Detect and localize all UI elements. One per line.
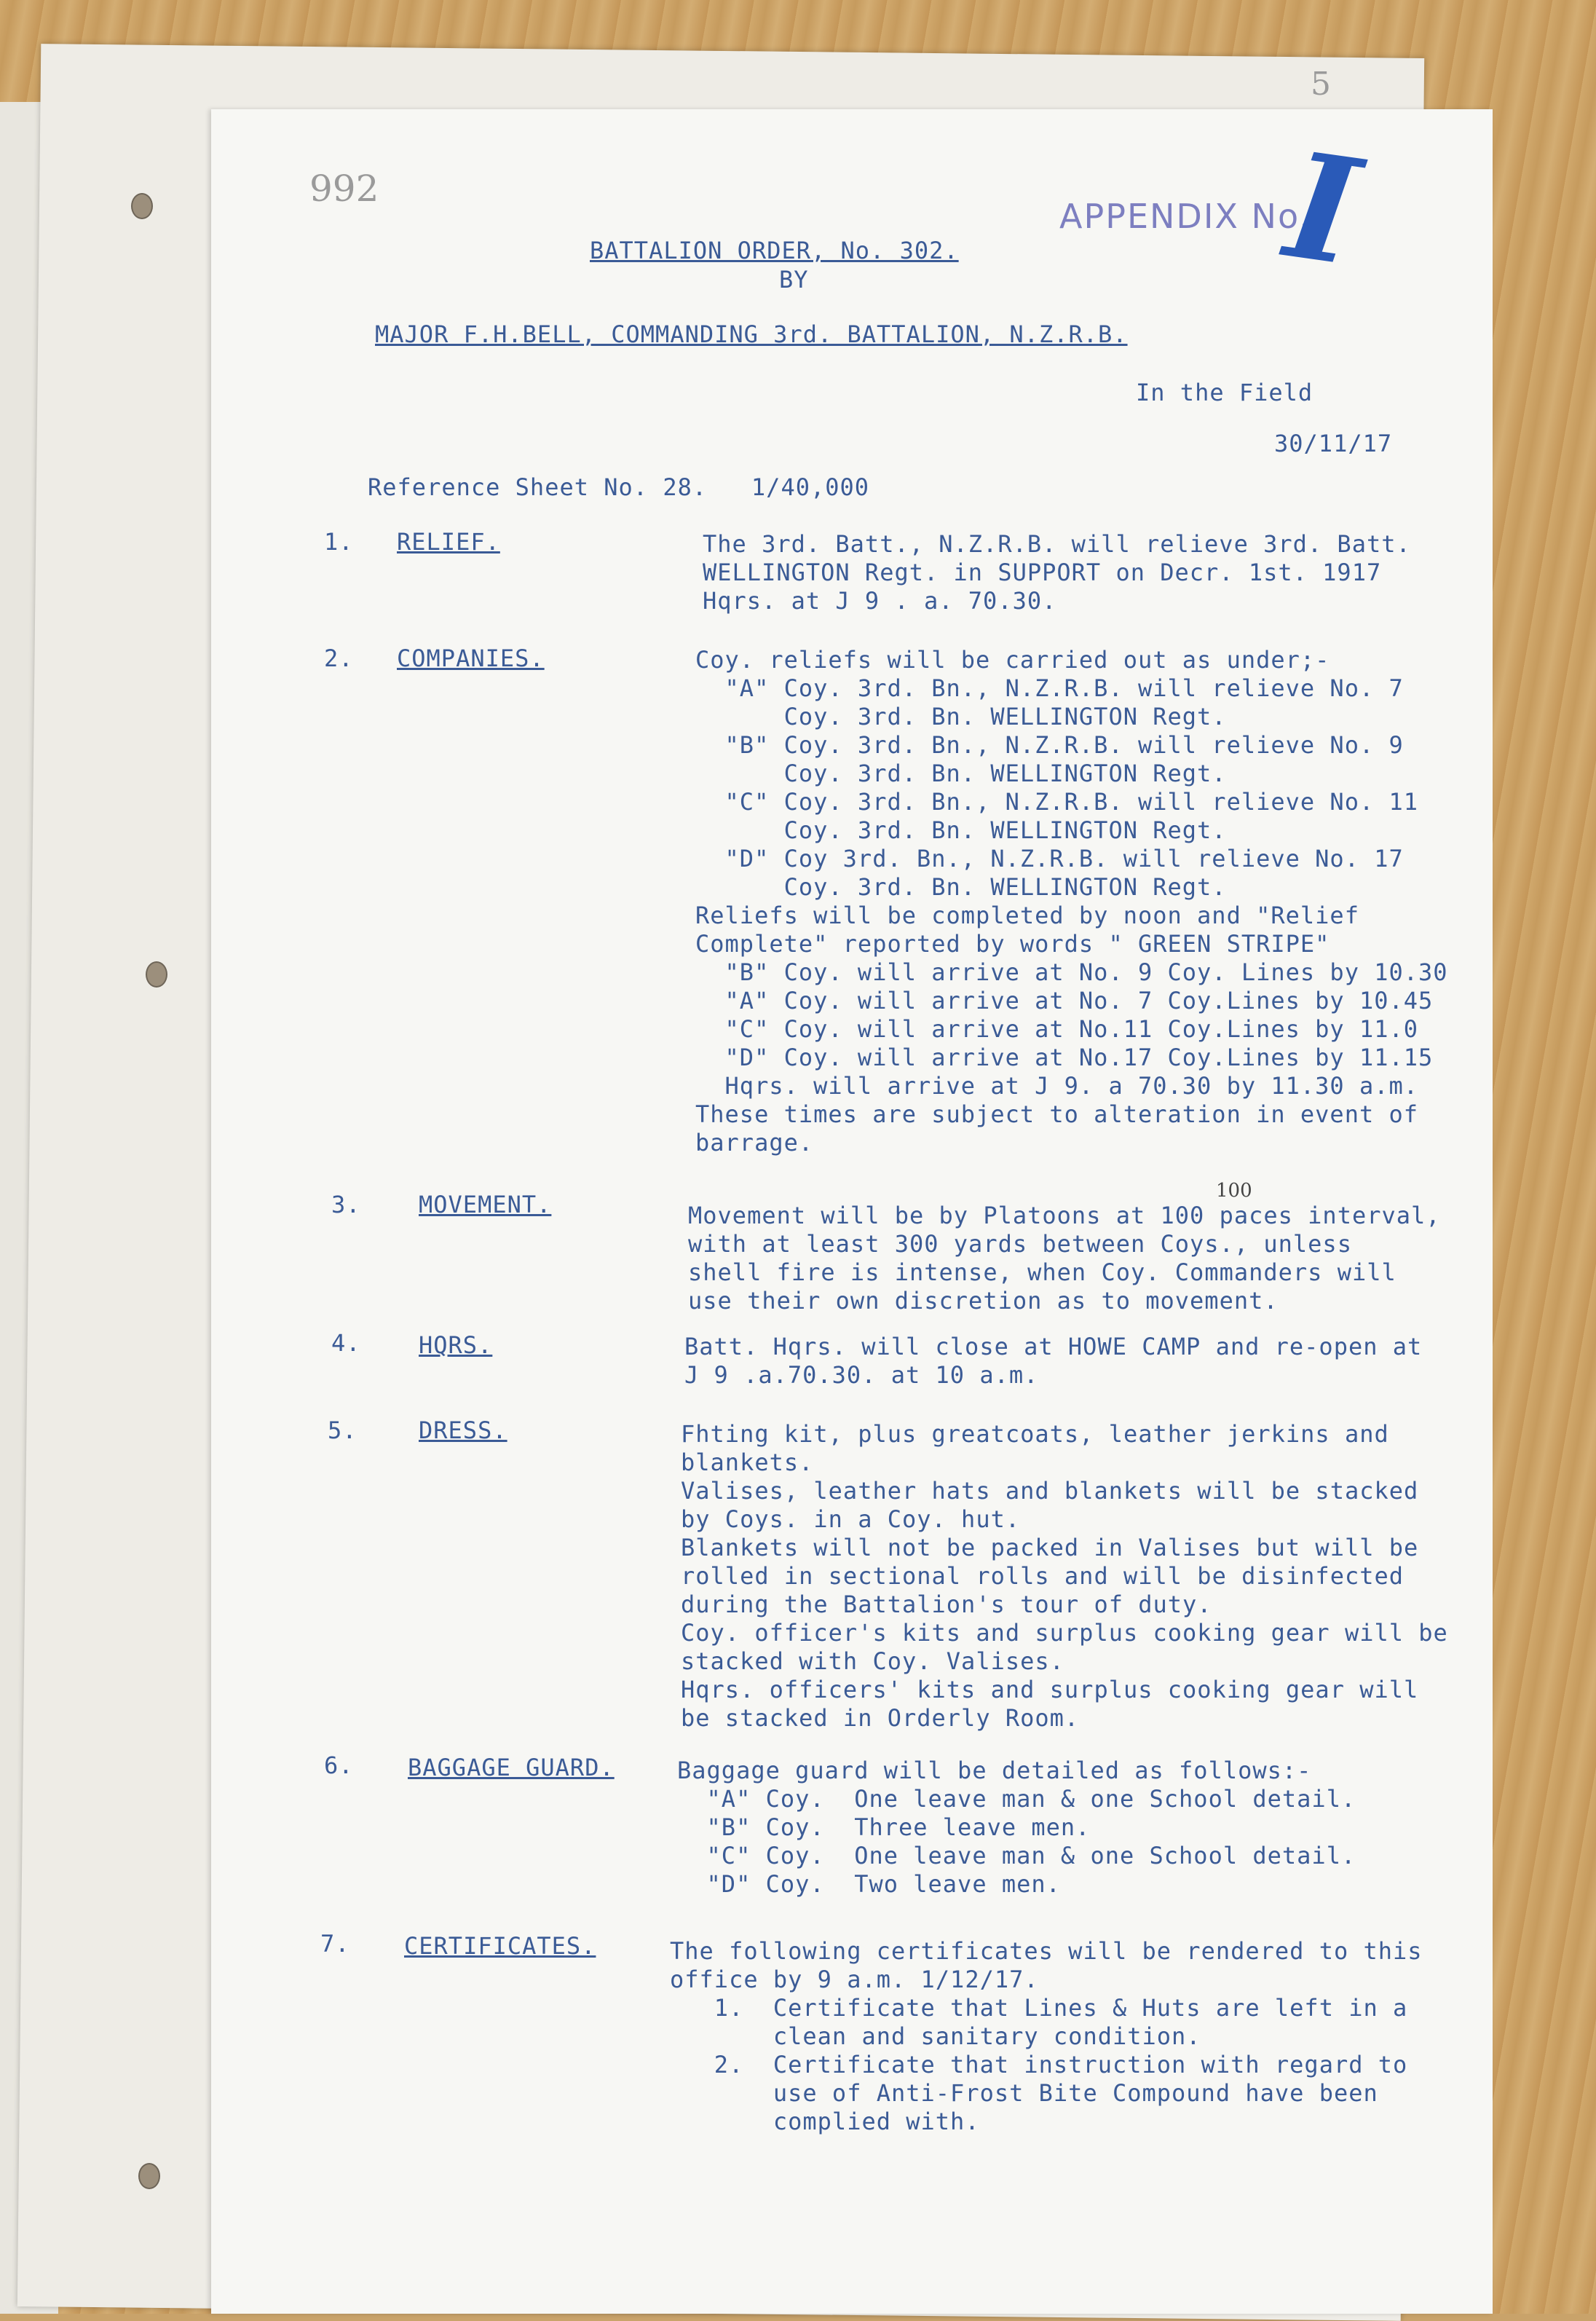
punch-hole: [138, 2163, 160, 2189]
para-body: [695, 646, 1448, 1157]
para-heading: HQRS.: [419, 1331, 493, 1359]
para-line: complied with.: [670, 2108, 980, 2135]
para-line: Coy. 3rd. Bn. WELLINGTON Regt.: [695, 703, 1227, 730]
para-heading: DRESS.: [419, 1416, 507, 1444]
punch-hole: [146, 961, 167, 988]
para-line: "A" Coy. 3rd. Bn., N.Z.R.B. will relieve No. 7: [695, 674, 1404, 702]
para-line: The following certificates will be rendered to this: [670, 1937, 1423, 1965]
para-line: "B" Coy. Three leave men.: [677, 1813, 1091, 1841]
para-body: [677, 1757, 1356, 1899]
para-line: WELLINGTON Regt. in SUPPORT on Decr. 1st. 1917: [703, 559, 1382, 586]
para-line: 2. Certificate that instruction with regard to: [670, 2051, 1408, 2078]
para-line: "C" Coy. 3rd. Bn., N.Z.R.B. will relieve No. 11: [695, 788, 1419, 816]
para-number: 3.: [331, 1191, 361, 1218]
appendix-numeral: I: [1277, 119, 1369, 299]
para-line: Hqrs. will arrive at J 9. a 70.30 by 11.30 a.m.: [695, 1072, 1419, 1100]
para-line: during the Battalion's tour of duty.: [681, 1591, 1212, 1618]
para-line: These times are subject to alteration in event of: [695, 1100, 1419, 1128]
para-line: rolled in sectional rolls and will be disinfected: [681, 1562, 1405, 1590]
para-line: "A" Coy. One leave man & one School detail.: [677, 1785, 1356, 1813]
para-line: The 3rd. Batt., N.Z.R.B. will relieve 3rd. Batt.: [703, 530, 1411, 558]
para-line: by Coys. in a Coy. hut.: [681, 1505, 1021, 1533]
para-body: [688, 1202, 1441, 1315]
para-body: [703, 530, 1411, 615]
para-line: office by 9 a.m. 1/12/17.: [670, 1966, 1039, 1993]
para-line: Coy. 3rd. Bn. WELLINGTON Regt.: [695, 760, 1227, 787]
para-heading: COMPANIES.: [397, 645, 545, 672]
para-line: Coy. 3rd. Bn. WELLINGTON Regt.: [695, 816, 1227, 844]
para-number: 1.: [324, 528, 354, 556]
para-line: Baggage guard will be detailed as follows:-: [677, 1757, 1312, 1784]
para-line: Blankets will not be packed in Valises but will be: [681, 1534, 1419, 1561]
order-date: 30/11/17: [1274, 430, 1393, 457]
para-line: "B" Coy. 3rd. Bn., N.Z.R.B. will relieve No. 9: [695, 731, 1404, 759]
margin-note: 100: [1216, 1180, 1252, 1202]
para-heading: MOVEMENT.: [419, 1191, 552, 1218]
para-line: Batt. Hqrs. will close at HOWE CAMP and re-open at: [684, 1333, 1423, 1360]
para-line: "C" Coy. will arrive at No.11 Coy.Lines by 11.0: [695, 1015, 1419, 1043]
para-line: Valises, leather hats and blankets will be stacked: [681, 1477, 1419, 1505]
para-line: be stacked in Orderly Room.: [681, 1704, 1080, 1732]
para-line: J 9 .a.70.30. at 10 a.m.: [684, 1361, 1039, 1389]
para-line: "B" Coy. will arrive at No. 9 Coy. Lines by 10.30: [695, 958, 1448, 986]
para-line: Coy. 3rd. Bn. WELLINGTON Regt.: [695, 873, 1227, 901]
para-heading: RELIEF.: [397, 528, 500, 556]
para-number: 7.: [320, 1930, 350, 1958]
para-body: [670, 1937, 1423, 2136]
order-place: In the Field: [1136, 379, 1313, 406]
reference-sheet: Reference Sheet No. 28. 1/40,000: [368, 473, 870, 501]
para-line: use their own discretion as to movement.: [688, 1287, 1279, 1315]
para-line: "D" Coy. Two leave men.: [677, 1870, 1061, 1898]
para-line: Reliefs will be completed by noon and "Relief: [695, 902, 1359, 929]
para-line: with at least 300 yards between Coys., unless: [688, 1230, 1352, 1258]
para-line: Coy. reliefs will be carried out as under;-: [695, 646, 1330, 674]
punch-hole: [131, 193, 153, 219]
para-line: stacked with Coy. Valises.: [681, 1647, 1064, 1675]
para-line: barrage.: [695, 1129, 814, 1156]
document-page: [211, 109, 1493, 2314]
para-number: 6.: [324, 1751, 354, 1779]
para-line: shell fire is intense, when Coy. Commanders will: [688, 1258, 1396, 1286]
para-line: "D" Coy 3rd. Bn., N.Z.R.B. will relieve No. 17: [695, 845, 1404, 872]
para-line: Fhting kit, plus greatcoats, leather jerkins and: [681, 1420, 1389, 1448]
para-heading: BAGGAGE GUARD.: [408, 1754, 615, 1781]
para-line: blankets.: [681, 1449, 814, 1476]
para-number: 2.: [324, 645, 354, 672]
para-body: [684, 1333, 1422, 1390]
para-number: 4.: [331, 1329, 361, 1357]
para-number: 5.: [328, 1416, 357, 1444]
folio-number: 992: [309, 168, 379, 210]
para-line: clean and sanitary condition.: [670, 2022, 1201, 2050]
appendix-stamp: APPENDIX No.: [1059, 197, 1311, 236]
para-body: [681, 1420, 1448, 1733]
para-line: Movement will be by Platoons at 100 paces interval,: [688, 1202, 1441, 1229]
order-commander: MAJOR F.H.BELL, COMMANDING 3rd. BATTALION, N.Z.R.B.: [375, 320, 1128, 348]
page-number: 5: [1311, 66, 1331, 103]
para-line: use of Anti-Frost Bite Compound have been: [670, 2079, 1378, 2107]
para-heading: CERTIFICATES.: [404, 1932, 596, 1960]
order-title: BATTALION ORDER, No. 302.: [590, 237, 959, 264]
order-by: BY: [779, 266, 809, 293]
para-line: "C" Coy. One leave man & one School detail.: [677, 1842, 1356, 1869]
para-line: Coy. officer's kits and surplus cooking gear will be: [681, 1619, 1448, 1647]
para-line: 1. Certificate that Lines & Huts are left in a: [670, 1994, 1408, 2022]
para-line: Hqrs. officers' kits and surplus cooking gear will: [681, 1676, 1419, 1703]
para-line: Hqrs. at J 9 . a. 70.30.: [703, 587, 1057, 615]
para-line: "A" Coy. will arrive at No. 7 Coy.Lines by 10.45: [695, 987, 1434, 1014]
para-line: "D" Coy. will arrive at No.17 Coy.Lines by 11.15: [695, 1044, 1434, 1071]
para-line: Complete" reported by words " GREEN STRIPE": [695, 930, 1330, 958]
